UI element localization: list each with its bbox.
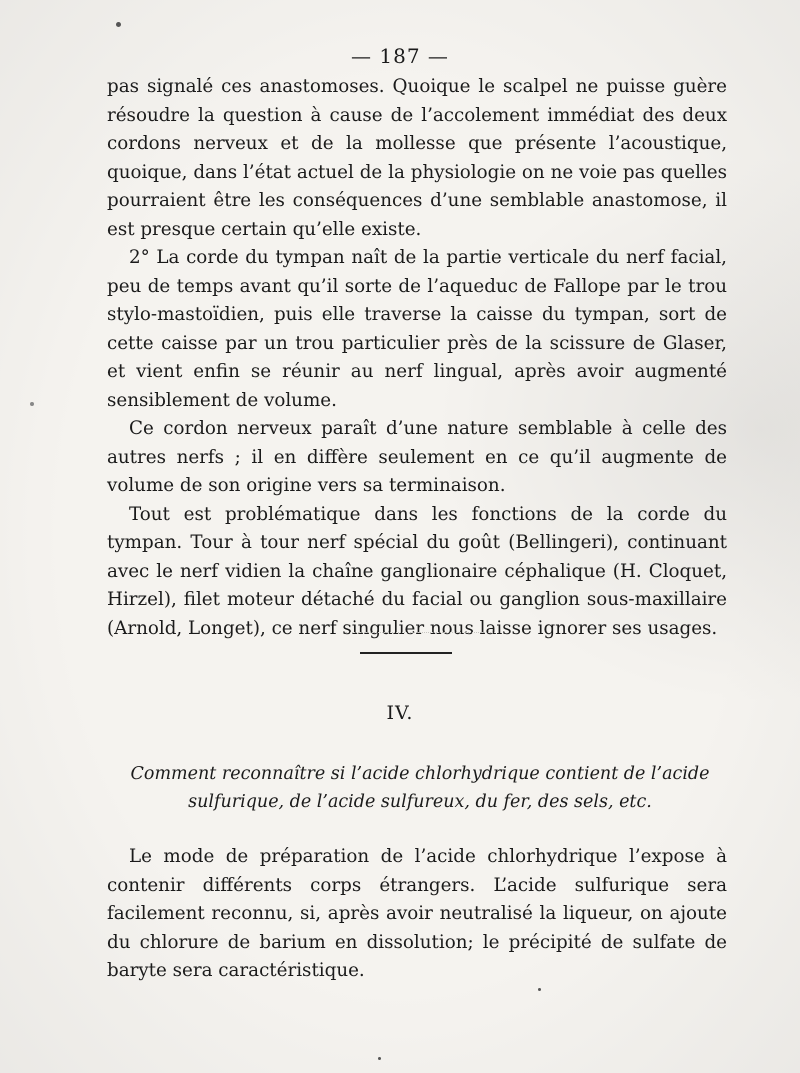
body-text-bottom <box>107 843 727 986</box>
body-text-top <box>107 73 727 643</box>
paragraph-corde-du-tympan: 2° La corde du tympan naît de la partie verticale du nerf facial, peu de temps avant qu’il sorte de l’aqueduc de Fallope par le trou stylo-mastoïdien, puis elle traverse la caisse du tympan, sort de cette caisse par un trou particulier près de la scissure de Glaser, et vient enfin se réunir au nerf lingual, après avoir augmenté sensiblement de volume. <box>107 247 727 411</box>
ink-speck <box>116 22 121 27</box>
paragraph-problematique: Tout est problématique dans les fonctions de la corde du tympan. Tour à tour nerf spécial du goût (Bellingeri), continuant avec le nerf vidien la chaîne ganglionaire céphalique (H. Cloquet, Hirzel), filet moteur détaché du facial ou ganglion sous-maxillaire (Arnold, Longet), ce nerf singulier nous laisse ignorer ses usages. <box>107 503 727 639</box>
paragraph-cordon-nerveux: Ce cordon nerveux paraît d’une nature semblable à celle des autres nerfs ; il en diffère seulement en ce qu’il augmente de volume de son origine vers sa terminaison. <box>107 418 727 496</box>
ink-speck <box>30 402 34 406</box>
section-number: IV. <box>386 702 414 724</box>
section-title: Comment reconnaître si l’acide chlorhydrique contient de l’acide sulfurique, de l’acide sulfureux, du fer, des sels, etc. <box>130 764 710 812</box>
ink-speck <box>538 988 541 991</box>
paragraph-mode-de-preparation: Le mode de préparation de l’acide chlorhydrique l’expose à contenir différents corps étrangers. L’acide sulfurique sera facilement reconnu, si, après avoir neutralisé la liqueur, on ajoute du chlorure de barium en dissolution; le précipité de sulfate de baryte sera caractéristique. <box>107 846 727 981</box>
faint-dotted-ornament <box>345 632 495 637</box>
ink-speck <box>378 1057 381 1060</box>
page-number: — 187 — <box>351 44 449 68</box>
paragraph-anastomoses: pas signalé ces anastomoses. Quoique le scalpel ne puisse guère résoudre la question à cause de l’accolement immédiat des deux cordons nerveux et de la mollesse que présente l’acoustique, quoique, dans l’état actuel de la physiologie on ne voie pas quelles pourraient être les conséquences d’une semblable anastomose, il est presque certain qu’elle existe. <box>107 76 727 240</box>
section-divider-rule <box>360 652 452 654</box>
